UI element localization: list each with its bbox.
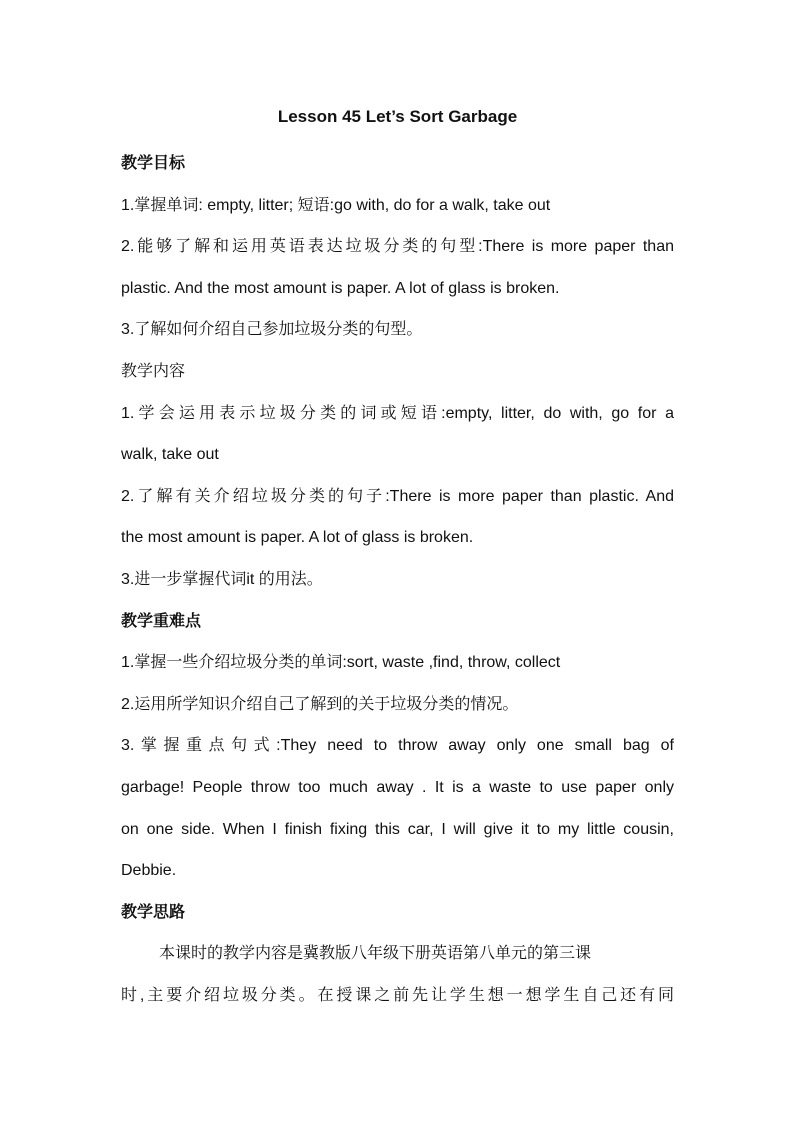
paragraph-line: Debbie. bbox=[121, 862, 177, 880]
paragraph-line: 2.运用所学知识介绍自己了解到的关于垃圾分类的情况。 bbox=[121, 695, 519, 713]
document-body bbox=[121, 101, 674, 1016]
paragraph-line: plastic. And the most amount is paper. A lot of glass is broken. bbox=[121, 279, 560, 297]
paragraph-line: garbage! People throw too much away . It is a waste to use paper only bbox=[121, 778, 674, 796]
heading-teaching-objectives: 教学目标 bbox=[121, 155, 186, 172]
paragraph-line: 3.进一步掌握代词it 的用法。 bbox=[121, 570, 323, 588]
paragraph-line: 1.学会运用表示垃圾分类的词或短语:empty, litter, do with, go for a bbox=[121, 404, 674, 422]
paragraph-line: 3.了解如何介绍自己参加垃圾分类的句型。 bbox=[121, 321, 423, 339]
paragraph-line: 2.了解有关介绍垃圾分类的句子:There is more paper than plastic. And bbox=[121, 487, 674, 505]
paragraph-line: the most amount is paper. A lot of glass is broken. bbox=[121, 529, 474, 547]
paragraph-line: 本课时的教学内容是冀教版八年级下册英语第八单元的第三课 bbox=[159, 945, 592, 963]
paragraph-line: 3.掌握重点句式:They need to throw away only one small bag of bbox=[121, 737, 674, 755]
heading-teaching-approach: 教学思路 bbox=[121, 903, 186, 921]
heading-key-difficult-points: 教学重难点 bbox=[121, 612, 202, 630]
paragraph-line: 时,主要介绍垃圾分类。在授课之前先让学生想一想学生自己还有同 bbox=[121, 986, 674, 1004]
heading-teaching-content: 教学内容 bbox=[121, 362, 186, 380]
paragraph-line: 1.掌握一些介绍垃圾分类的单词:sort, waste ,find, throw, collect bbox=[121, 654, 561, 672]
paragraph-line: walk, take out bbox=[121, 446, 219, 464]
paragraph-line: on one side. When I finish fixing this car, I will give it to my little cousin, bbox=[121, 820, 674, 838]
paragraph-line: 1.掌握单词: empty, litter; 短语:go with, do for a walk, take out bbox=[121, 196, 551, 214]
paragraph-line: 2.能够了解和运用英语表达垃圾分类的句型:There is more paper than bbox=[121, 238, 674, 256]
lesson-title: Lesson 45 Let’s Sort Garbage bbox=[277, 107, 518, 126]
